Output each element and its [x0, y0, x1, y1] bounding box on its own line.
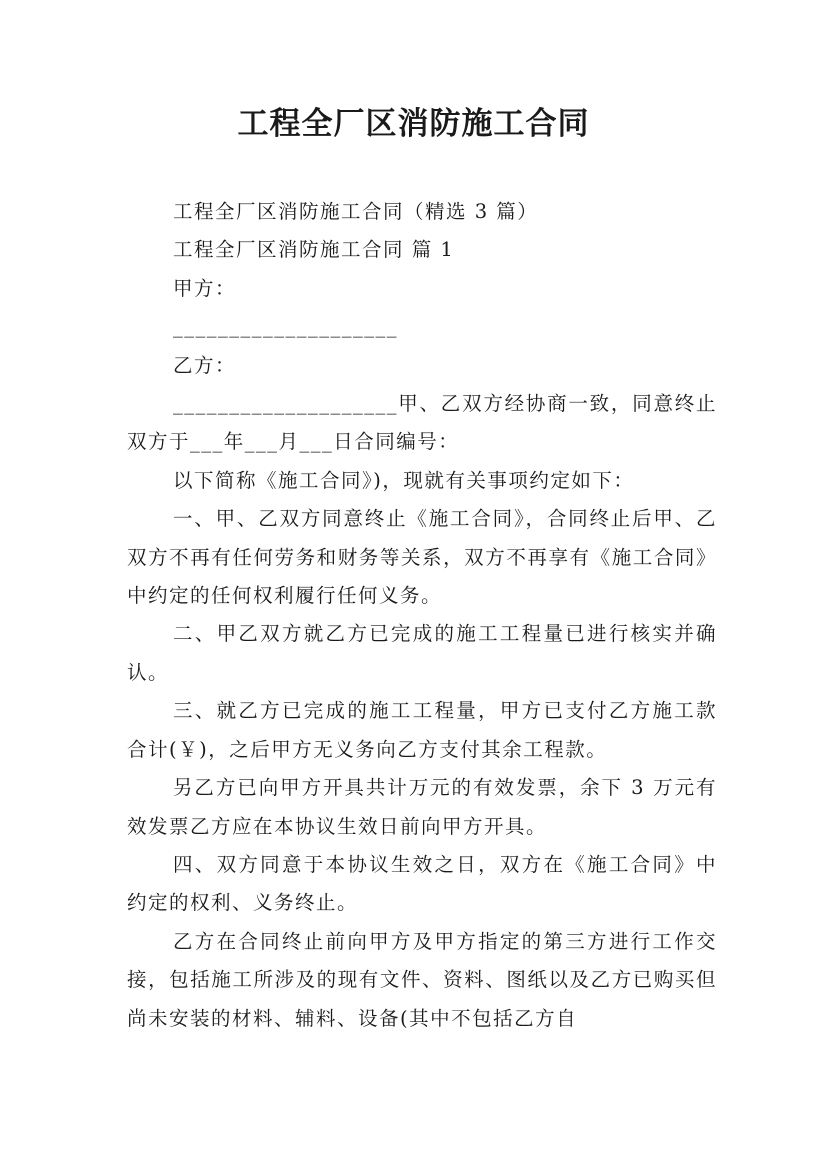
paragraph-agreement-intro: ____________________甲、乙双方经协商一致，同意终止双方于___年___月___日合同编号：: [127, 392, 717, 454]
paragraph-section-heading: 工程全厂区消防施工合同 篇 1: [173, 238, 455, 262]
paragraph-handover: 乙方在合同终止前向甲方及甲方指定的第三方进行工作交接，包括施工所涉及的现有文件、资料、图纸以及乙方已购买但尚未安装的材料、辅料、设备(其中不包括乙方自: [127, 929, 717, 1030]
paragraph-invoice: 另乙方已向甲方开具共计万元的有效发票，余下 3 万元有效发票乙方应在本协议生效日前向甲方开具。: [127, 776, 717, 838]
paragraph-party-b: 乙方：: [173, 353, 237, 377]
paragraph-subtitle: 工程全厂区消防施工合同（精选 3 篇）: [173, 200, 539, 223]
paragraph-clause-1: 一、甲、乙双方同意终止《施工合同》，合同终止后甲、乙双方不再有任何劳务和财务等关系，双方不再享有《施工合同》中约定的任何权利履行任何义务。: [127, 507, 717, 608]
paragraph-party-a: 甲方：: [173, 276, 237, 300]
paragraph-short-name: 以下简称《施工合同》)，现就有关事项约定如下：: [173, 468, 635, 492]
paragraph-clause-2: 二、甲乙双方就乙方已完成的施工工程量已进行核实并确认。: [127, 622, 717, 684]
paragraph-clause-4: 四、双方同意于本协议生效之日，双方在《施工合同》中约定的权利、义务终止。: [127, 852, 717, 915]
document-body: [127, 193, 717, 1038]
paragraph-clause-3: 三、就乙方已完成的施工工程量，甲方已支付乙方施工款合计(￥)，之后甲方无义务向乙方支付其余工程款。: [127, 699, 717, 761]
paragraph-party-a-blank: ____________________: [173, 315, 398, 339]
document-title: 工程全厂区消防施工合同: [237, 106, 590, 142]
